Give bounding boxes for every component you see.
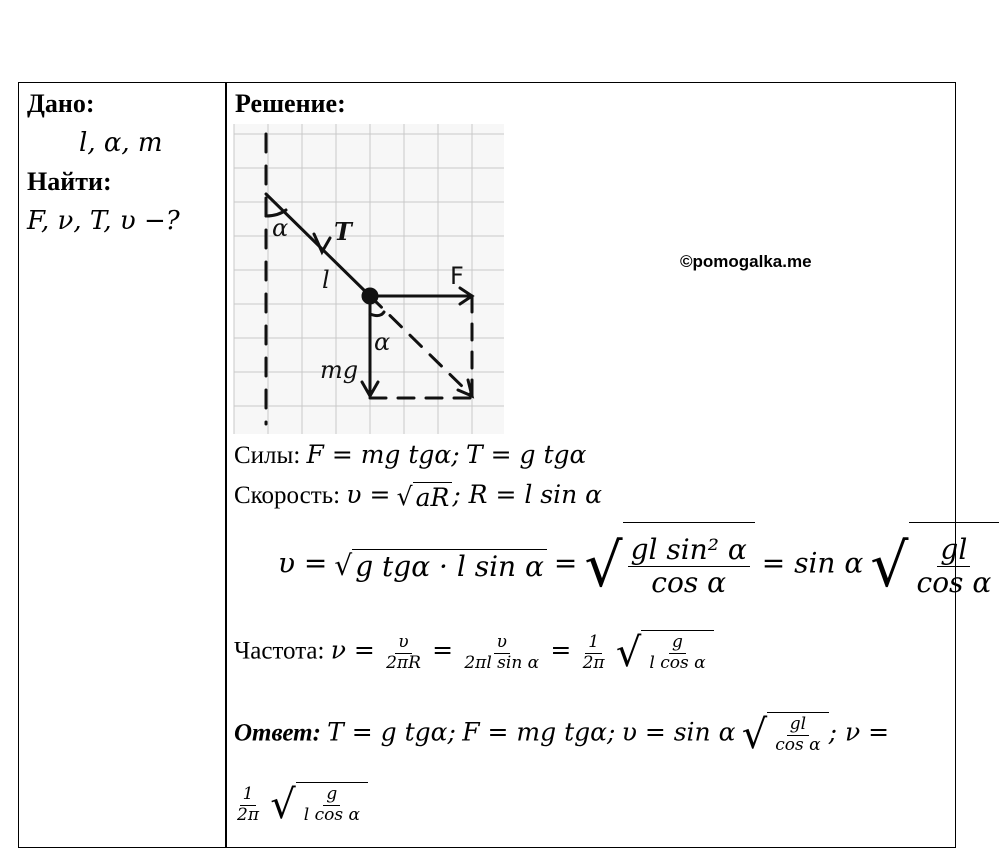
velocity-v: υ = (278, 546, 328, 580)
velocity-sqrt-1: √ g tgα · l sin α (334, 549, 546, 583)
given-values: l, α, m (79, 128, 163, 158)
answer2-sqrt: √ $\frac{g}{\text{l cos α}}$ (270, 782, 368, 828)
velocity-num-2: gl (937, 534, 970, 567)
diagram-alpha-top: α (272, 214, 289, 242)
frequency-nu: ν = (330, 635, 375, 665)
given-column (27, 87, 217, 243)
given-heading: Дано: (27, 89, 95, 118)
pendulum-diagram (234, 124, 504, 434)
velocity-sqrt-2: √ $\frac{\text{gl sin² α}}{\text{cos α}}$ (584, 522, 754, 610)
freq-num-1: υ (395, 633, 411, 654)
answer-nu: ; ν = (828, 717, 890, 747)
frequency-label: Частота: (234, 637, 325, 665)
answer-v: υ = sin α (621, 717, 736, 747)
frequency-line (234, 630, 714, 676)
speed-root: aR (413, 482, 453, 512)
answer-t: T = g tgα; (327, 717, 456, 747)
velocity-den-2: cos α (916, 566, 992, 599)
solution-heading: Решение: (235, 89, 346, 118)
answer2-num: 1 (240, 785, 257, 806)
answer-root-num: gl (787, 715, 809, 736)
diagram-alpha-bottom: α (374, 328, 391, 356)
freq-root-num: g (669, 633, 686, 654)
column-divider (225, 83, 227, 847)
freq-den-3: 2π (582, 652, 605, 673)
forces-eq-t: T = g tgα (465, 440, 587, 469)
velocity-num: gl sin² α (628, 534, 750, 567)
velocity-sqrt-3: √ $\frac{gl}{\text{cos α}}$ (870, 522, 999, 610)
forces-label: Силы: (234, 442, 301, 469)
freq-sqrt: √ $\frac{g}{\text{l cos α}}$ (616, 630, 714, 676)
watermark: ©pomogalka.me (680, 252, 812, 271)
speed-label: Скорость: (234, 482, 341, 509)
speed-v: υ = (346, 480, 391, 509)
diagram-tension-label: T (334, 217, 352, 246)
speed-sqrt: √ aR (397, 482, 453, 512)
velocity-equation (278, 522, 999, 610)
answer2-root-den: l cos α (303, 805, 360, 825)
answer2-den: 2π (237, 804, 259, 825)
speed-rest: ; R = l sin α (452, 480, 603, 509)
freq-eq-2: = (550, 635, 572, 665)
velocity-eq: = (553, 546, 578, 580)
freq-den-2: 2πl sin α (464, 652, 540, 673)
freq-eq: = (432, 635, 454, 665)
answer-label: Ответ: (234, 719, 321, 747)
freq-num-3: 1 (585, 633, 602, 654)
forces-line (234, 440, 586, 470)
answer-line (234, 712, 889, 758)
find-heading: Найти: (27, 167, 112, 196)
find-values: F, ν, T, υ −? (27, 206, 180, 236)
answer-sqrt: √ $\frac{gl}{\text{cos α}}$ (742, 712, 829, 758)
freq-num-2: υ (494, 633, 510, 654)
freq-den-1: 2πR (386, 652, 421, 673)
speed-line (234, 480, 602, 512)
forces-eq-f: F = mg tgα; (306, 440, 460, 469)
diagram-mg-label: mg (320, 356, 359, 384)
solution-column (235, 87, 949, 121)
freq-root-den: l cos α (649, 653, 706, 673)
answer2-root-num: g (323, 785, 340, 806)
velocity-eq-sin: = sin α (761, 546, 864, 580)
answer-line-2 (232, 782, 368, 828)
answer-root-den: cos α (775, 735, 821, 755)
diagram-length-label: l (322, 266, 330, 294)
velocity-root-1: g tgα · l sin α (352, 549, 547, 583)
diagram-force-label: F (450, 262, 464, 290)
answer-f: F = mg tgα; (462, 717, 616, 747)
velocity-den: cos α (651, 566, 727, 599)
